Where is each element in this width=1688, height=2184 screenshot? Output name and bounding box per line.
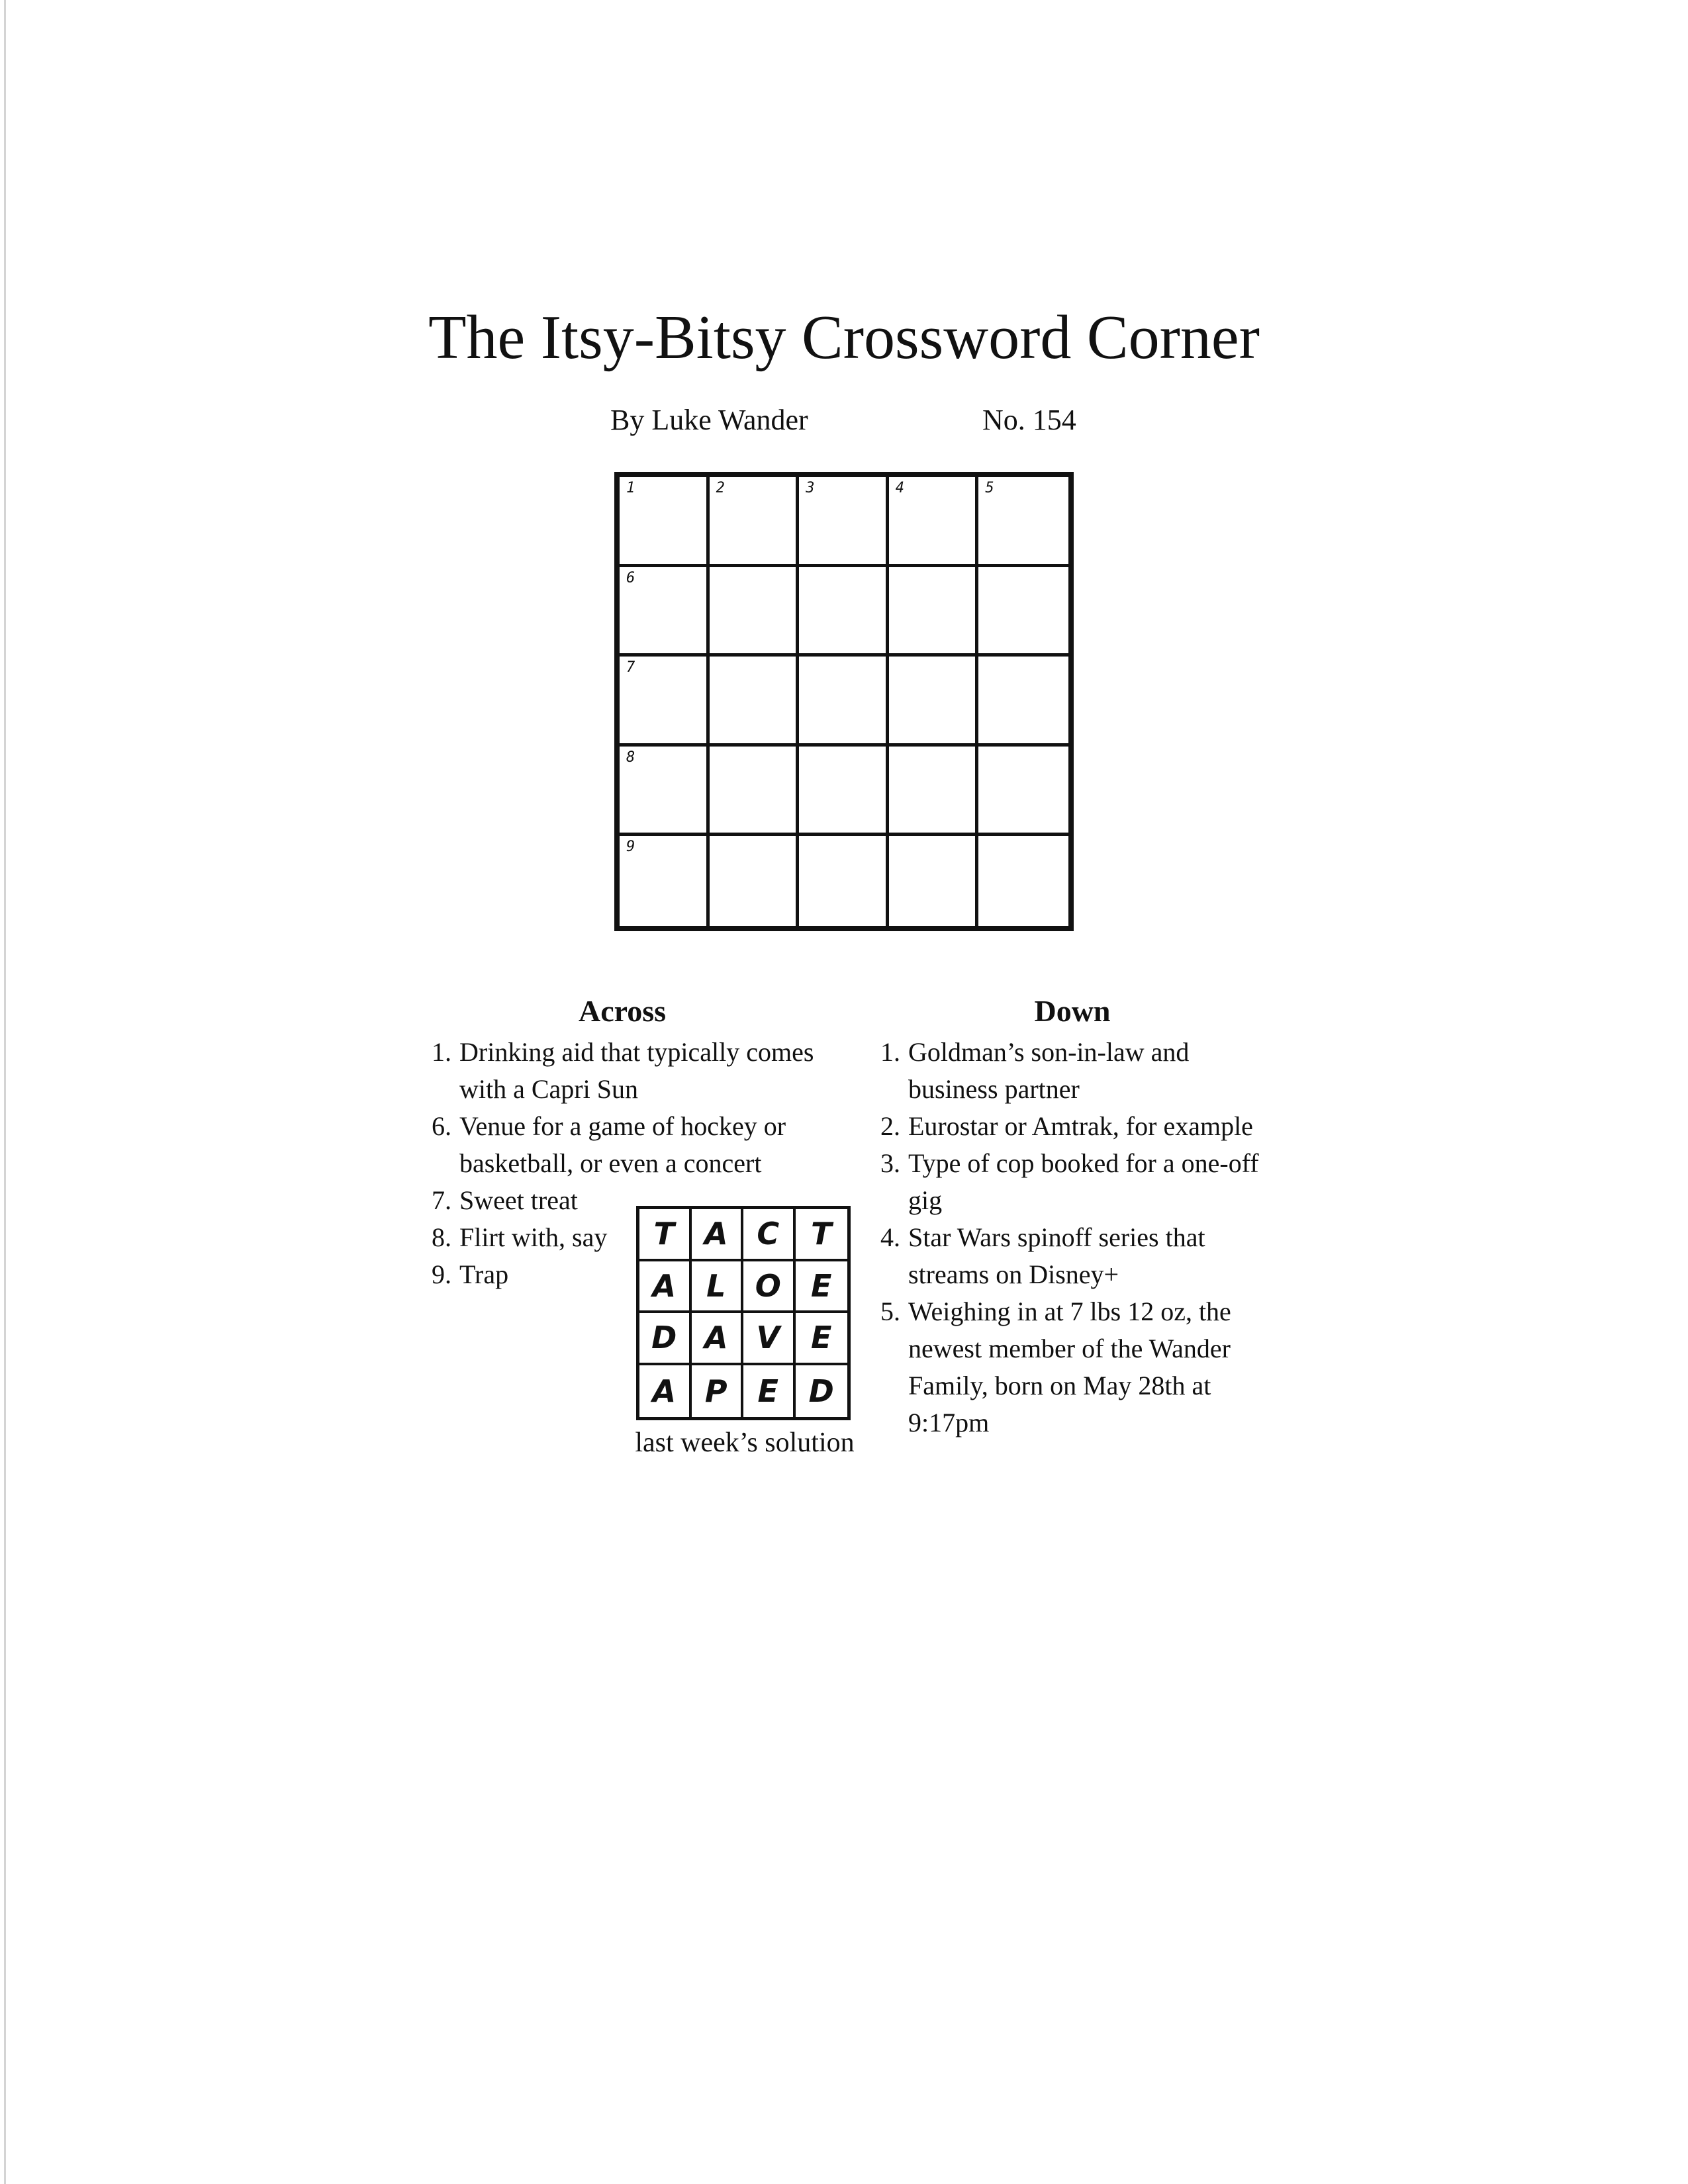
solution-cell: P xyxy=(692,1365,744,1418)
solution-cell: T xyxy=(639,1209,692,1261)
clue-text: Eurostar or Amtrak, for example xyxy=(908,1111,1253,1141)
grid-cell[interactable] xyxy=(978,836,1068,926)
grid-cell[interactable] xyxy=(710,747,800,837)
solution-cell: E xyxy=(796,1313,848,1365)
solution-cell: D xyxy=(808,1373,834,1409)
down-heading: Down xyxy=(1034,994,1111,1028)
clue-text: Sweet treat xyxy=(459,1185,578,1215)
clue-number: 1. xyxy=(432,1037,451,1067)
clue-text: Goldman’s son-in-law and business partner xyxy=(908,1037,1190,1104)
cell-number: 8 xyxy=(626,749,635,766)
grid-cell[interactable] xyxy=(710,836,800,926)
grid-cell[interactable] xyxy=(799,477,889,567)
grid-cell[interactable] xyxy=(620,567,710,657)
solution-cell: E xyxy=(743,1365,796,1418)
cell-number: 4 xyxy=(895,480,905,496)
clue-number: 4. xyxy=(880,1222,900,1252)
grid-cell[interactable] xyxy=(978,747,1068,837)
clue-text: Weighing in at 7 lbs 12 oz, the newest member of the Wander Family, born on May 28th at 9:17pm xyxy=(908,1297,1231,1437)
clue-number: 7. xyxy=(432,1185,451,1215)
solution-cell: L xyxy=(692,1261,744,1314)
cell-number: 7 xyxy=(626,659,635,676)
last-week-solution-grid xyxy=(636,1206,851,1420)
grid-cell[interactable] xyxy=(978,477,1068,567)
solution-cell: T xyxy=(796,1209,848,1261)
clue-text: Drinking aid that typically comes with a Capri Sun xyxy=(459,1037,814,1104)
grid-cell[interactable] xyxy=(799,836,889,926)
grid-cell[interactable] xyxy=(799,657,889,747)
author-byline: By Luke Wander xyxy=(610,404,808,436)
across-clue xyxy=(432,1108,829,1182)
grid-cell[interactable] xyxy=(799,567,889,657)
clue-number: 5. xyxy=(880,1297,900,1326)
across-clue xyxy=(432,1034,829,1108)
grid-cell[interactable] xyxy=(889,747,979,837)
clue-number: 3. xyxy=(880,1148,900,1178)
crossword-grid xyxy=(614,472,1074,931)
grid-cell[interactable] xyxy=(620,477,710,567)
down-clue xyxy=(880,1219,1278,1293)
cell-number: 5 xyxy=(985,480,994,496)
down-clue-list xyxy=(880,1034,1278,1441)
solution-cell: O xyxy=(743,1261,796,1314)
grid-cell[interactable] xyxy=(889,477,979,567)
clue-number: 6. xyxy=(432,1111,451,1141)
clue-text: Flirt with, say xyxy=(459,1222,608,1252)
grid-cell[interactable] xyxy=(889,567,979,657)
cell-number: 3 xyxy=(806,480,815,496)
issue-number: No. 154 xyxy=(982,404,1076,436)
solution-cell: V xyxy=(743,1313,796,1365)
clue-text: Star Wars spinoff series that streams on Disney+ xyxy=(908,1222,1205,1289)
grid-cell[interactable] xyxy=(710,477,800,567)
down-clue xyxy=(880,1108,1278,1145)
clue-number: 8. xyxy=(432,1222,451,1252)
cell-number: 2 xyxy=(716,480,725,496)
solution-cell: A xyxy=(639,1365,692,1418)
solution-cell: C xyxy=(743,1209,796,1261)
clue-number: 1. xyxy=(880,1037,900,1067)
cell-number: 9 xyxy=(626,839,635,856)
puzzle-title: The Itsy-Bitsy Crossword Corner xyxy=(428,303,1260,372)
down-clue xyxy=(880,1034,1278,1108)
clue-text: Trap xyxy=(459,1259,509,1289)
cell-number: 6 xyxy=(626,569,635,586)
down-clue xyxy=(880,1293,1278,1441)
down-clue xyxy=(880,1145,1278,1219)
grid-cell[interactable] xyxy=(799,747,889,837)
grid-cell[interactable] xyxy=(620,836,710,926)
cell-number: 1 xyxy=(626,480,635,496)
solution-cell: E xyxy=(796,1261,848,1314)
grid-cell[interactable] xyxy=(620,747,710,837)
grid-cell[interactable] xyxy=(889,836,979,926)
across-heading: Across xyxy=(578,994,667,1028)
solution-cell: A xyxy=(692,1313,744,1365)
clue-text: Type of cop booked for a one-off gig xyxy=(908,1148,1259,1215)
grid-cell[interactable] xyxy=(978,657,1068,747)
grid-cell[interactable] xyxy=(620,657,710,747)
grid-cell[interactable] xyxy=(710,657,800,747)
clue-number: 9. xyxy=(432,1259,451,1289)
grid-cell[interactable] xyxy=(889,657,979,747)
solution-cell: D xyxy=(639,1313,692,1365)
grid-cell[interactable] xyxy=(978,567,1068,657)
clue-text: Venue for a game of hockey or basketball, or even a concert xyxy=(459,1111,786,1178)
clue-number: 2. xyxy=(880,1111,900,1141)
solution-cell: A xyxy=(692,1209,744,1261)
solution-caption: last week’s solution xyxy=(635,1428,855,1458)
solution-cell: A xyxy=(639,1261,692,1314)
grid-cell[interactable] xyxy=(710,567,800,657)
